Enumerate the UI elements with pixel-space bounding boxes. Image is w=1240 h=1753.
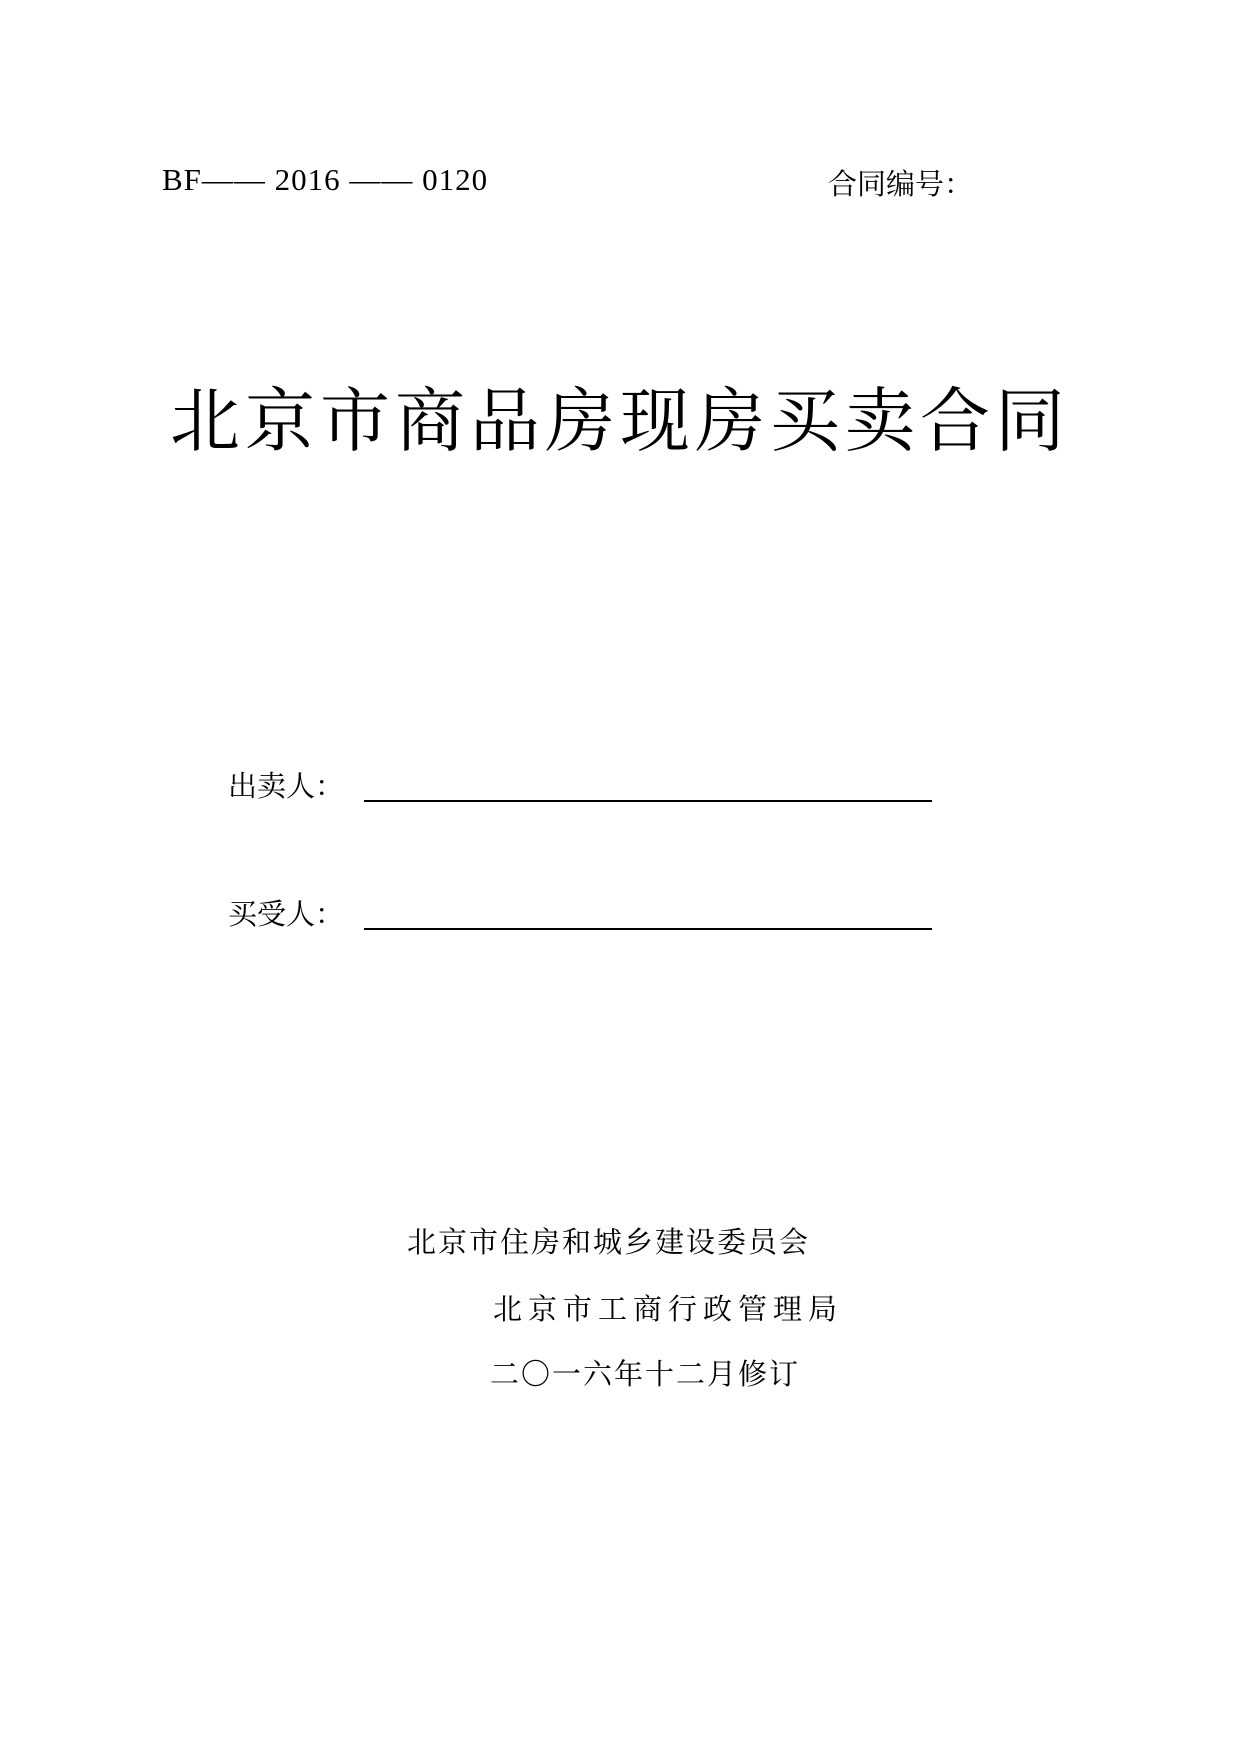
form-code: BF—— 2016 —— 0120 (162, 162, 489, 197)
issuer-industry-commerce-bureau: 北京市工商行政管理局 (493, 1292, 844, 1326)
revision-date: 二〇一六年十二月修订 (490, 1357, 801, 1391)
document-title: 北京市商品房现房买卖合同 (170, 380, 1070, 462)
buyer-label: 买受人： (228, 897, 345, 931)
issuer-housing-commission: 北京市住房和城乡建设委员会 (407, 1225, 811, 1259)
contract-number-label: 合同编号： (828, 167, 974, 201)
buyer-blank-line (364, 928, 932, 930)
seller-blank-line (364, 800, 932, 802)
seller-label: 出卖人： (228, 769, 345, 803)
